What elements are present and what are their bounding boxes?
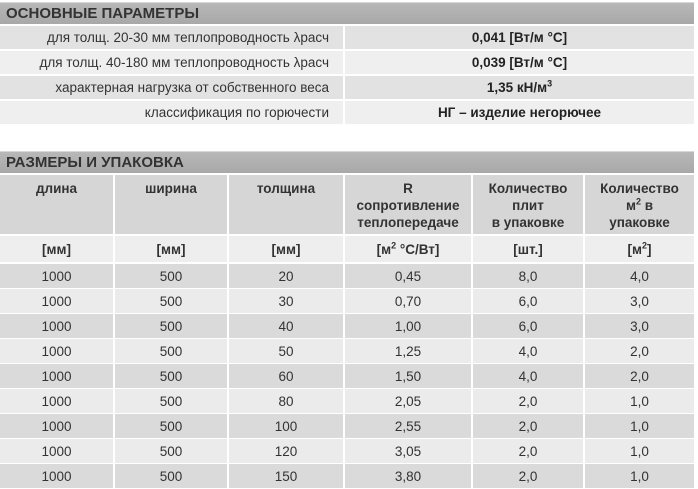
cell-area: 1,0 [584, 439, 694, 464]
header-row [0, 175, 694, 235]
table-row [0, 364, 694, 389]
param-value-sup: 3 [547, 78, 553, 89]
cell-width: 500 [114, 263, 228, 289]
param-row [0, 100, 694, 125]
param-label: для толщ. 40-180 мм теплопроводность λрасч [0, 50, 344, 75]
cell-length: 1000 [0, 289, 114, 314]
unit-r [344, 235, 472, 263]
cell-qty: 6,0 [472, 289, 584, 314]
dimensions-table [0, 175, 694, 489]
cell-resistance: 3,05 [344, 439, 472, 464]
cell-resistance: 1,00 [344, 314, 472, 339]
cell-length: 1000 [0, 339, 114, 364]
param-value: НГ – изделие негорючее [344, 100, 694, 125]
unit-width: [мм] [114, 235, 228, 263]
cell-thickness: 40 [228, 314, 344, 339]
cell-width: 500 [114, 464, 228, 489]
cell-qty: 2,0 [472, 439, 584, 464]
cell-qty: 6,0 [472, 314, 584, 339]
cell-resistance: 3,80 [344, 464, 472, 489]
cell-qty: 4,0 [472, 339, 584, 364]
unit-length: [мм] [0, 235, 114, 263]
header-r-line2: сопротивление [356, 198, 460, 213]
header-area-line3: упаковке [609, 215, 670, 230]
header-qty [472, 175, 584, 235]
cell-width: 500 [114, 314, 228, 339]
cell-area: 2,0 [584, 364, 694, 389]
cell-thickness: 20 [228, 263, 344, 289]
unit-area-a: [м [627, 241, 642, 257]
cell-length: 1000 [0, 439, 114, 464]
header-area-line2b: в [640, 198, 654, 213]
main-params-title: ОСНОВНЫЕ ПАРАМЕТРЫ [0, 2, 694, 24]
unit-r-sup: 2 [391, 240, 397, 250]
header-r [344, 175, 472, 235]
param-row [0, 26, 694, 50]
cell-resistance: 2,05 [344, 389, 472, 414]
header-area-line1: Количество [600, 181, 679, 196]
table-row [0, 289, 694, 314]
cell-area: 2,0 [584, 339, 694, 364]
param-label: классификация по горючести [0, 100, 344, 125]
param-value-text: 1,35 кН/м [486, 80, 548, 95]
unit-r-b: °C/Вт] [396, 241, 440, 257]
header-qty-line3: в упаковке [491, 215, 565, 230]
cell-length: 1000 [0, 414, 114, 439]
header-area-line2a: м [625, 198, 636, 213]
cell-area: 1,0 [584, 464, 694, 489]
param-value: 0,041 [Вт/м °C] [344, 26, 694, 50]
dimensions-body [0, 263, 694, 489]
cell-width: 500 [114, 389, 228, 414]
cell-qty: 2,0 [472, 414, 584, 439]
unit-r-a: [м [376, 241, 392, 257]
cell-width: 500 [114, 414, 228, 439]
cell-resistance: 0,45 [344, 263, 472, 289]
cell-qty: 4,0 [472, 364, 584, 389]
header-area-sup: 2 [635, 196, 641, 207]
header-length: длина [0, 175, 114, 235]
unit-thickness: [мм] [228, 235, 344, 263]
param-label: характерная нагрузка от собственного веса [0, 75, 344, 100]
table-row [0, 439, 694, 464]
dimensions-title: РАЗМЕРЫ И УПАКОВКА [0, 151, 694, 173]
cell-thickness: 120 [228, 439, 344, 464]
table-row [0, 339, 694, 364]
cell-area: 1,0 [584, 414, 694, 439]
table-row [0, 464, 694, 489]
param-label: для толщ. 20-30 мм теплопроводность λрасч [0, 26, 344, 50]
unit-qty: [шт.] [472, 235, 584, 263]
param-row [0, 75, 694, 100]
header-qty-line2: плит [512, 198, 544, 213]
cell-thickness: 50 [228, 339, 344, 364]
unit-area-sup: 2 [641, 240, 647, 250]
cell-width: 500 [114, 439, 228, 464]
cell-length: 1000 [0, 364, 114, 389]
cell-resistance: 1,25 [344, 339, 472, 364]
units-row [0, 235, 694, 263]
cell-thickness: 30 [228, 289, 344, 314]
cell-length: 1000 [0, 314, 114, 339]
cell-length: 1000 [0, 389, 114, 414]
table-row [0, 263, 694, 289]
cell-thickness: 60 [228, 364, 344, 389]
header-thickness: толщина [228, 175, 344, 235]
header-width: ширина [114, 175, 228, 235]
cell-width: 500 [114, 289, 228, 314]
table-row [0, 389, 694, 414]
cell-thickness: 100 [228, 414, 344, 439]
cell-qty: 8,0 [472, 263, 584, 289]
cell-qty: 2,0 [472, 464, 584, 489]
param-value: 0,039 [Вт/м °C] [344, 50, 694, 75]
cell-area: 3,0 [584, 314, 694, 339]
header-area [584, 175, 694, 235]
table-row [0, 314, 694, 339]
cell-qty: 2,0 [472, 389, 584, 414]
cell-area: 4,0 [584, 263, 694, 289]
cell-thickness: 150 [228, 464, 344, 489]
param-value [344, 75, 694, 100]
cell-resistance: 0,70 [344, 289, 472, 314]
cell-length: 1000 [0, 263, 114, 289]
cell-area: 1,0 [584, 389, 694, 414]
cell-length: 1000 [0, 464, 114, 489]
cell-resistance: 2,55 [344, 414, 472, 439]
param-row [0, 50, 694, 75]
cell-width: 500 [114, 364, 228, 389]
header-r-line1: R [403, 181, 413, 196]
cell-resistance: 1,50 [344, 364, 472, 389]
cell-width: 500 [114, 339, 228, 364]
unit-area [584, 235, 694, 263]
header-qty-line1: Количество [488, 181, 568, 196]
header-r-line3: теплопередаче [357, 215, 459, 230]
unit-area-b: ] [647, 241, 652, 257]
cell-thickness: 80 [228, 389, 344, 414]
table-row [0, 414, 694, 439]
cell-area: 3,0 [584, 289, 694, 314]
main-params-table [0, 26, 694, 126]
